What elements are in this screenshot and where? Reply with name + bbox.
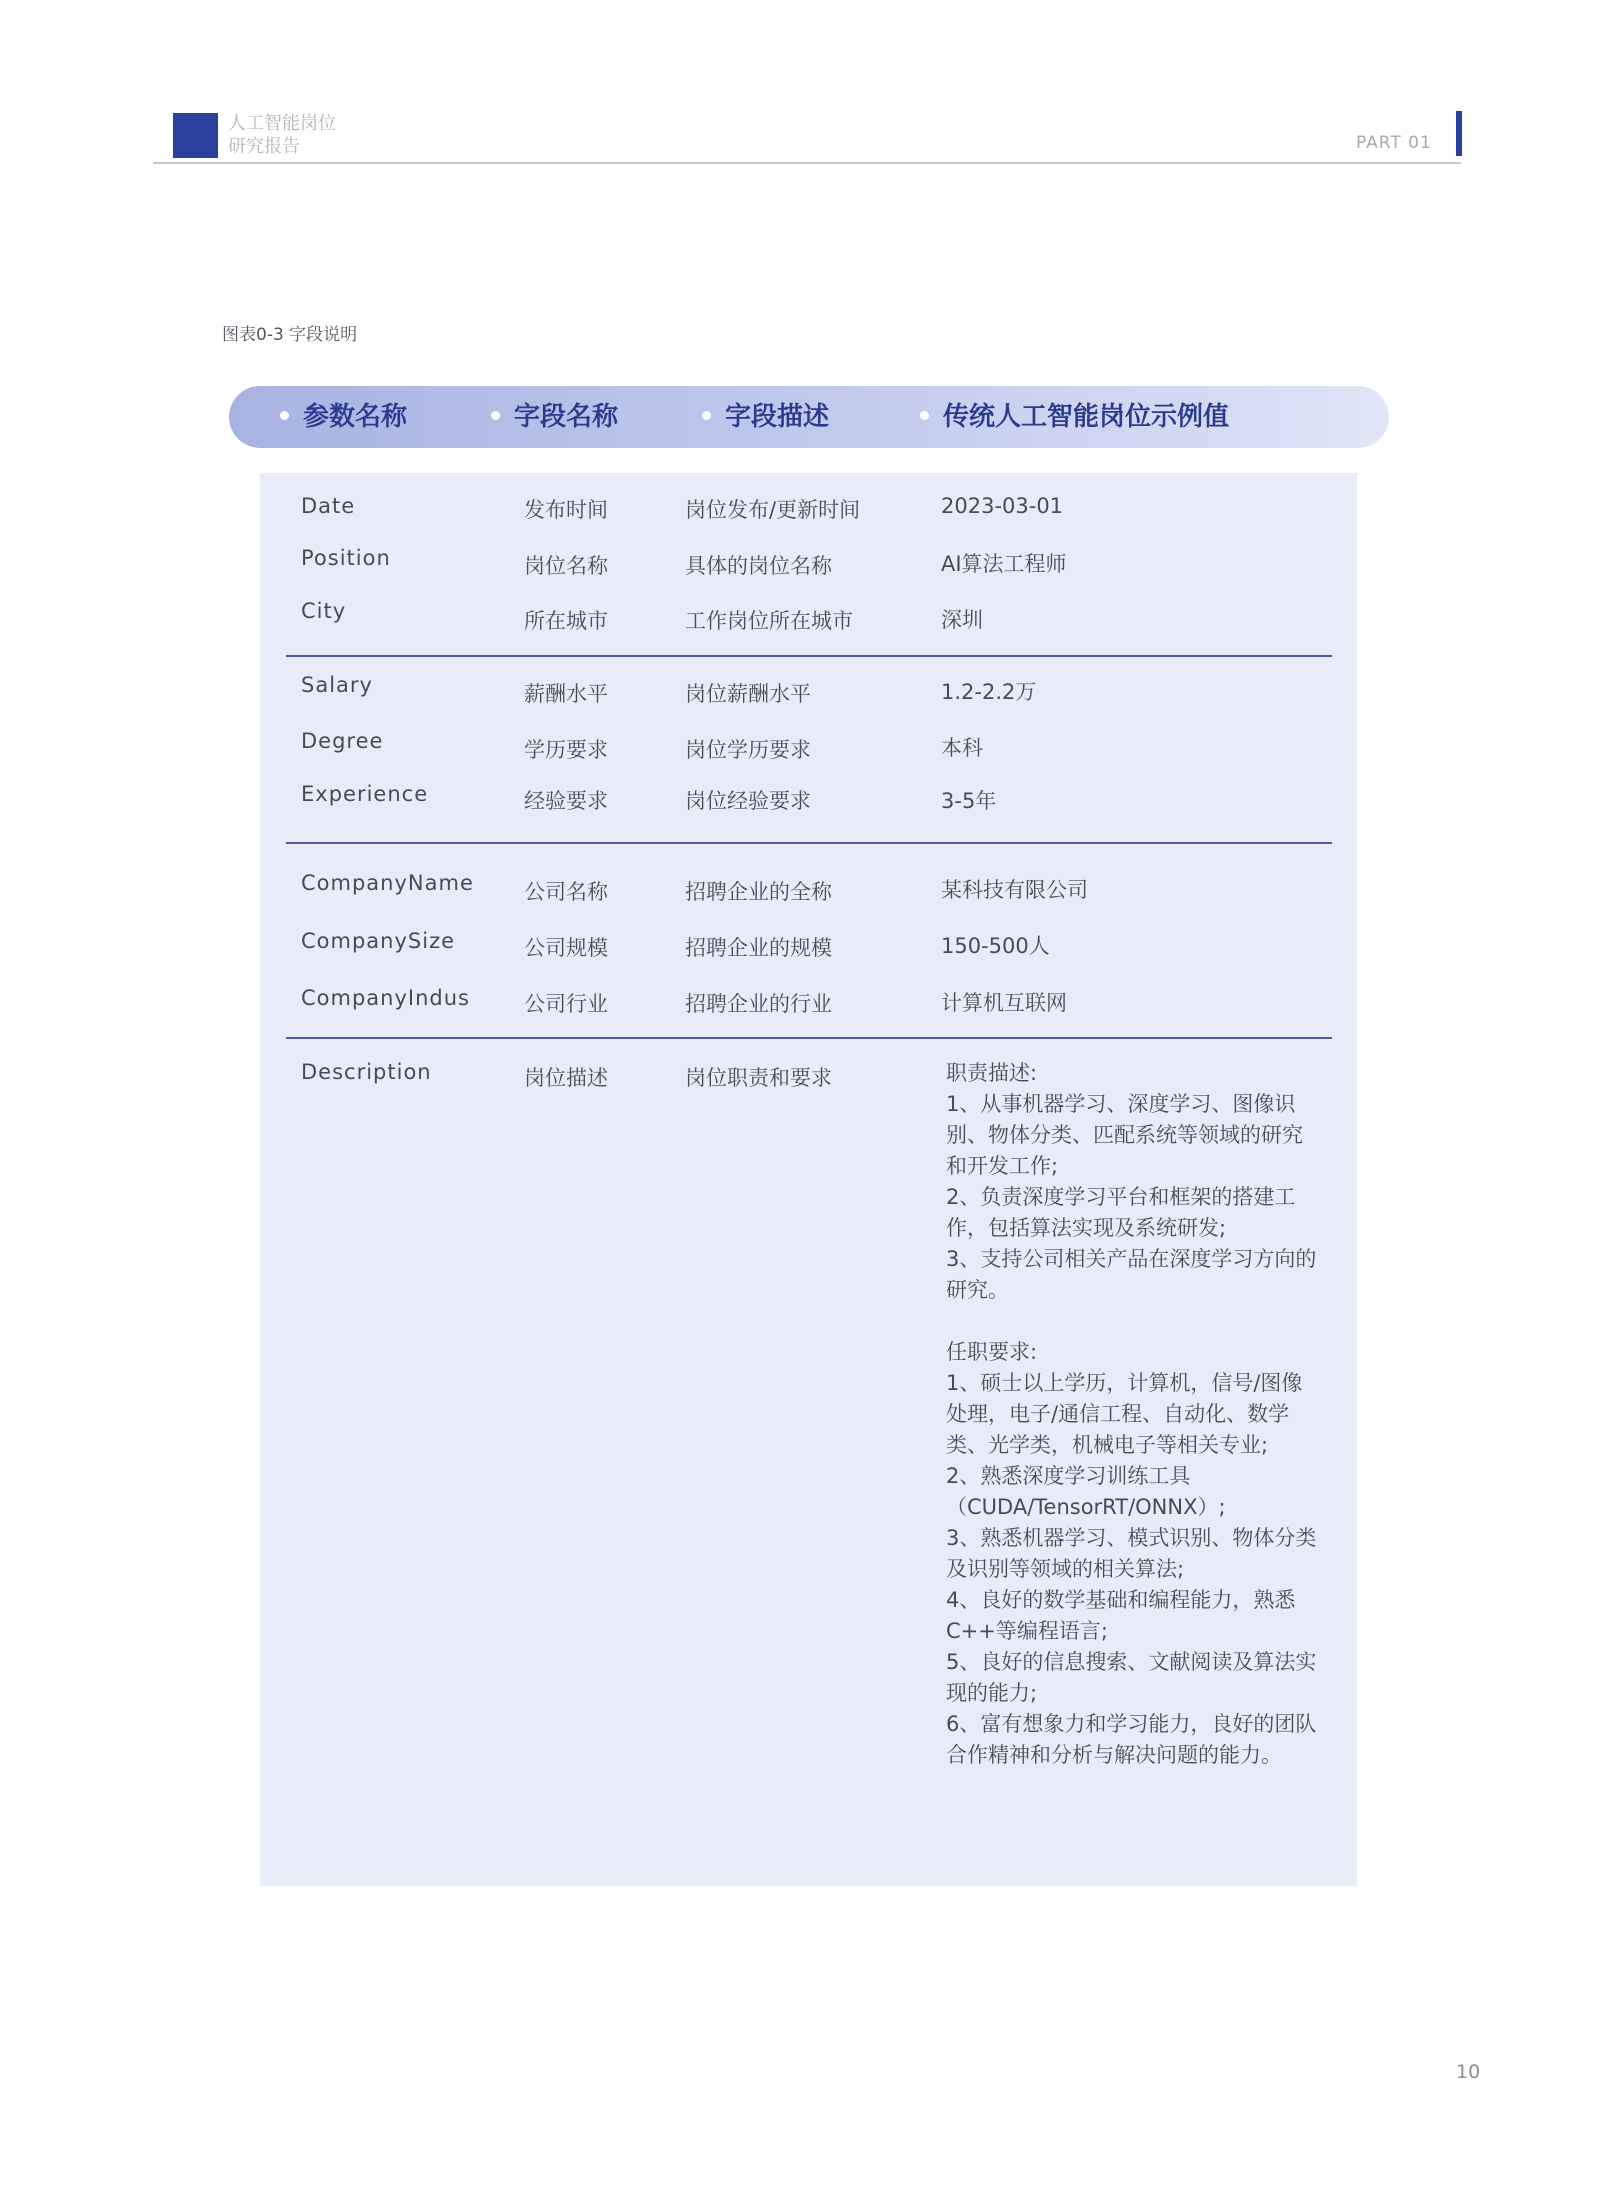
column-header-label: 参数名称 xyxy=(303,402,408,432)
description-line: 类、光学类，机械电子等相关专业; xyxy=(946,1433,1269,1457)
cell-desc-companysize: 招聘企业的规模 xyxy=(685,936,832,960)
description-line: 3、熟悉机器学习、模式识别、物体分类 xyxy=(946,1526,1317,1550)
report-title xyxy=(228,112,336,158)
cell-desc-city: 工作岗位所在城市 xyxy=(685,609,853,633)
cell-example-date: 2023-03-01 xyxy=(941,494,1064,518)
cell-field-city: 所在城市 xyxy=(524,609,608,633)
cell-example-companysize: 150-500人 xyxy=(941,934,1050,958)
cell-param-degree: Degree xyxy=(301,729,384,753)
cell-param-companyindus: CompanyIndus xyxy=(301,986,470,1010)
description-line: 4、良好的数学基础和编程能力，熟悉 xyxy=(946,1588,1296,1612)
description-line: 研究。 xyxy=(946,1278,1009,1302)
bullet-icon xyxy=(920,411,929,420)
page-number: 10 xyxy=(1456,2061,1481,2083)
cell-field-experience: 经验要求 xyxy=(524,789,608,813)
header-divider xyxy=(153,162,1461,164)
cell-field-date: 发布时间 xyxy=(524,498,608,522)
cell-field-companyname: 公司名称 xyxy=(524,880,608,904)
description-line: 和开发工作; xyxy=(946,1154,1059,1178)
bullet-icon xyxy=(491,411,500,420)
cell-example-position: AI算法工程师 xyxy=(941,552,1067,576)
cell-param-date: Date xyxy=(301,494,356,518)
column-header-example xyxy=(920,386,1229,448)
cell-example-salary: 1.2-2.2万 xyxy=(941,680,1037,704)
description-line: 职责描述: xyxy=(946,1061,1038,1085)
column-header-desc xyxy=(702,386,829,448)
report-title-line2: 研究报告 xyxy=(228,136,300,157)
cell-field-salary: 薪酬水平 xyxy=(524,682,608,706)
description-line: 作，包括算法实现及系统研发; xyxy=(946,1216,1227,1240)
description-line: C++等编程语言; xyxy=(946,1619,1108,1643)
cell-desc-companyname: 招聘企业的全称 xyxy=(685,880,832,904)
cell-field-position: 岗位名称 xyxy=(524,554,608,578)
row-group-separator xyxy=(286,1037,1332,1039)
description-line: 1、从事机器学习、深度学习、图像识 xyxy=(946,1092,1296,1116)
cell-field-degree: 学历要求 xyxy=(524,738,608,762)
cell-param-companysize: CompanySize xyxy=(301,929,456,953)
report-title-line1: 人工智能岗位 xyxy=(228,113,336,134)
figure-caption: 图表0-3 字段说明 xyxy=(222,325,358,345)
description-line: （CUDA/TensorRT/ONNX）; xyxy=(946,1495,1226,1519)
cell-desc-experience: 岗位经验要求 xyxy=(685,789,811,813)
column-header-label: 传统人工智能岗位示例值 xyxy=(943,402,1230,432)
description-line: 及识别等领域的相关算法; xyxy=(946,1557,1185,1581)
cell-param-city: City xyxy=(301,599,347,623)
cell-field-companysize: 公司规模 xyxy=(524,936,608,960)
description-line: 5、良好的信息搜索、文献阅读及算法实 xyxy=(946,1650,1317,1674)
description-line: 处理，电子/通信工程、自动化、数学 xyxy=(946,1402,1290,1426)
cell-param-description: Description xyxy=(301,1060,432,1084)
description-line: 现的能力; xyxy=(946,1681,1038,1705)
column-header-label: 字段描述 xyxy=(725,402,830,432)
bullet-icon xyxy=(702,411,711,420)
description-line: 6、富有想象力和学习能力，良好的团队 xyxy=(946,1712,1317,1736)
column-header-label: 字段名称 xyxy=(514,402,619,432)
cell-example-degree: 本科 xyxy=(941,736,983,760)
bullet-icon xyxy=(280,411,289,420)
part-label: PART 01 xyxy=(1356,133,1432,153)
cell-field-companyindus: 公司行业 xyxy=(524,992,608,1016)
cell-example-companyindus: 计算机互联网 xyxy=(941,991,1067,1015)
cell-desc-companyindus: 招聘企业的行业 xyxy=(685,992,832,1016)
report-logo-square xyxy=(173,113,218,158)
row-group-separator xyxy=(286,842,1332,844)
cell-param-position: Position xyxy=(301,546,391,570)
description-line: 3、支持公司相关产品在深度学习方向的 xyxy=(946,1247,1317,1271)
cell-example-city: 深圳 xyxy=(941,608,983,632)
column-header-param xyxy=(280,386,407,448)
column-header-field xyxy=(491,386,618,448)
description-example xyxy=(946,1058,1336,1771)
cell-desc-salary: 岗位薪酬水平 xyxy=(685,682,811,706)
description-line: 合作精神和分析与解决问题的能力。 xyxy=(946,1743,1282,1767)
description-blank-line xyxy=(946,1306,1336,1337)
description-line: 2、熟悉深度学习训练工具 xyxy=(946,1464,1191,1488)
description-line: 1、硕士以上学历，计算机，信号/图像 xyxy=(946,1371,1303,1395)
cell-param-experience: Experience xyxy=(301,782,429,806)
cell-field-description: 岗位描述 xyxy=(524,1066,608,1090)
description-line: 2、负责深度学习平台和框架的搭建工 xyxy=(946,1185,1296,1209)
description-line: 别、物体分类、匹配系统等领域的研究 xyxy=(946,1123,1303,1147)
part-accent-bar xyxy=(1456,111,1462,156)
cell-example-experience: 3-5年 xyxy=(941,789,997,813)
cell-desc-position: 具体的岗位名称 xyxy=(685,554,832,578)
description-line: 任职要求: xyxy=(946,1340,1038,1364)
row-group-separator xyxy=(286,655,1332,657)
cell-example-companyname: 某科技有限公司 xyxy=(941,878,1088,902)
cell-param-salary: Salary xyxy=(301,673,373,697)
cell-desc-degree: 岗位学历要求 xyxy=(685,738,811,762)
table-header xyxy=(229,386,1389,448)
cell-desc-description: 岗位职责和要求 xyxy=(685,1066,832,1090)
cell-desc-date: 岗位发布/更新时间 xyxy=(685,498,861,522)
cell-param-companyname: CompanyName xyxy=(301,871,474,895)
